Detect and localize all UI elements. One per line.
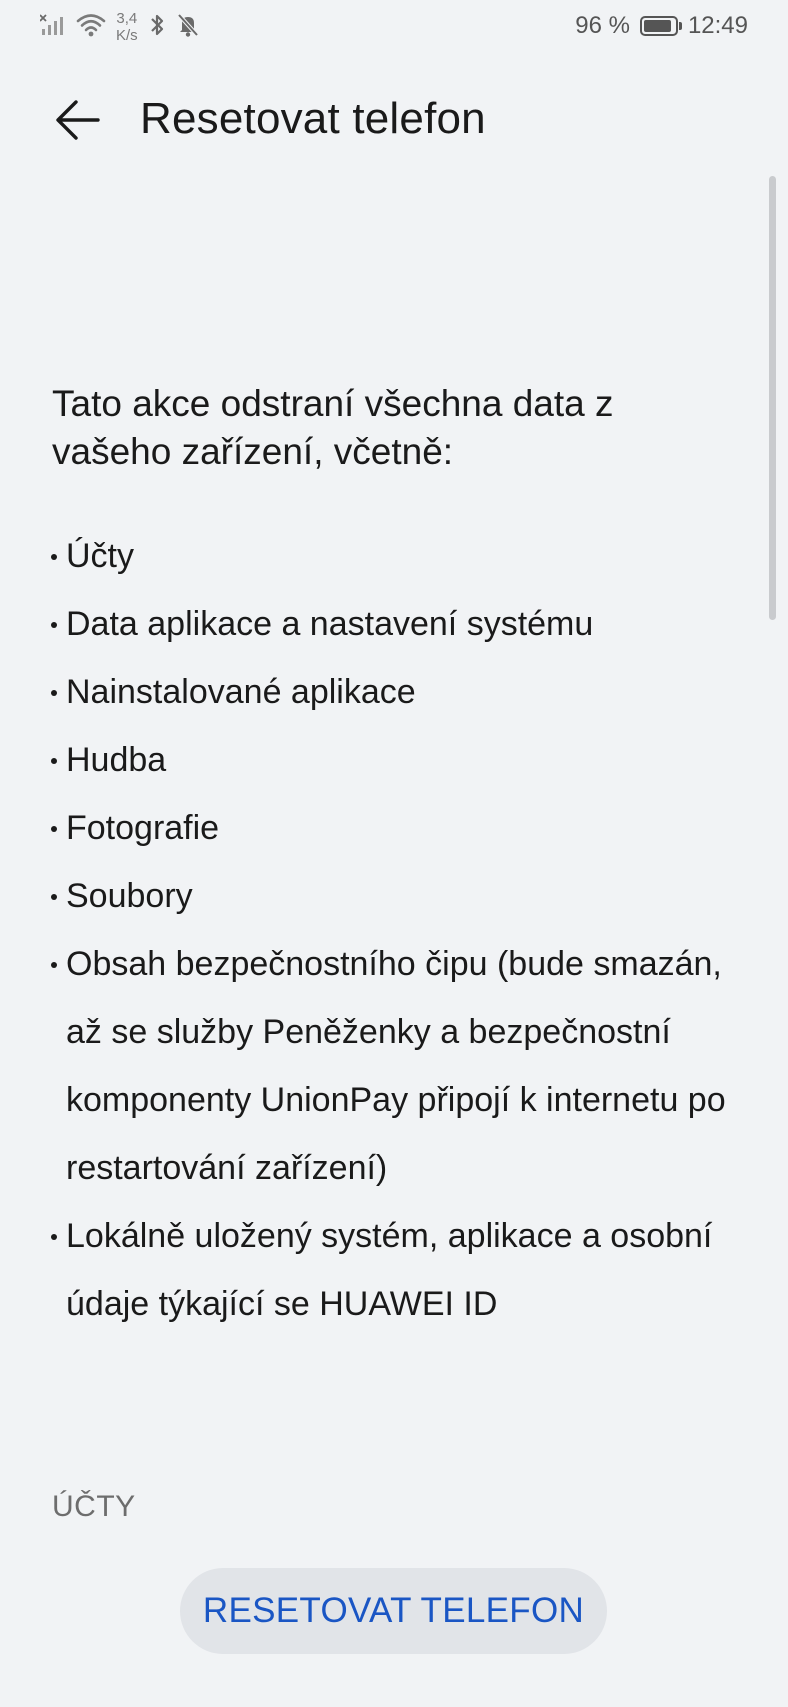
network-speed bbox=[116, 10, 138, 44]
list-item: Účty bbox=[50, 522, 750, 590]
signal-icon bbox=[40, 13, 66, 42]
list-item: Nainstalované aplikace bbox=[50, 658, 750, 726]
list-item: Hudba bbox=[50, 726, 750, 794]
section-label-accounts: ÚČTY bbox=[52, 1490, 136, 1523]
page-title: Resetovat telefon bbox=[140, 94, 486, 143]
network-speed-value: 3,4 bbox=[116, 10, 138, 27]
list-item: Obsah bezpečnostního čipu (bude smazán, až se služby Peněženky a bezpečnostní komponenty UnionPay připojí k internetu po restartování zařízení) bbox=[50, 930, 750, 1202]
list-item: Fotografie bbox=[50, 794, 750, 862]
warning-intro: Tato akce odstraní všechna data z vašeho zařízení, včetně: bbox=[52, 383, 614, 472]
status-left bbox=[40, 10, 200, 44]
data-list bbox=[50, 522, 750, 1338]
list-item: Lokálně uložený systém, aplikace a osobní údaje týkající se HUAWEI ID bbox=[50, 1202, 750, 1338]
bluetooth-icon bbox=[148, 12, 166, 43]
battery-icon bbox=[640, 16, 678, 36]
app-header bbox=[0, 80, 788, 160]
wifi-icon bbox=[76, 12, 106, 43]
status-bar bbox=[0, 0, 788, 56]
status-right bbox=[575, 12, 748, 40]
bell-muted-icon bbox=[176, 12, 200, 43]
reset-phone-button[interactable]: RESETOVAT TELEFON bbox=[180, 1568, 607, 1654]
list-item: Soubory bbox=[50, 862, 750, 930]
scrollbar[interactable] bbox=[769, 176, 776, 620]
arrow-left-icon bbox=[54, 99, 102, 141]
back-button[interactable] bbox=[44, 86, 112, 154]
clock: 12:49 bbox=[687, 12, 748, 39]
battery-percent: 96 % bbox=[575, 12, 630, 39]
network-speed-unit: K/s bbox=[116, 27, 138, 44]
list-item: Data aplikace a nastavení systému bbox=[50, 590, 750, 658]
